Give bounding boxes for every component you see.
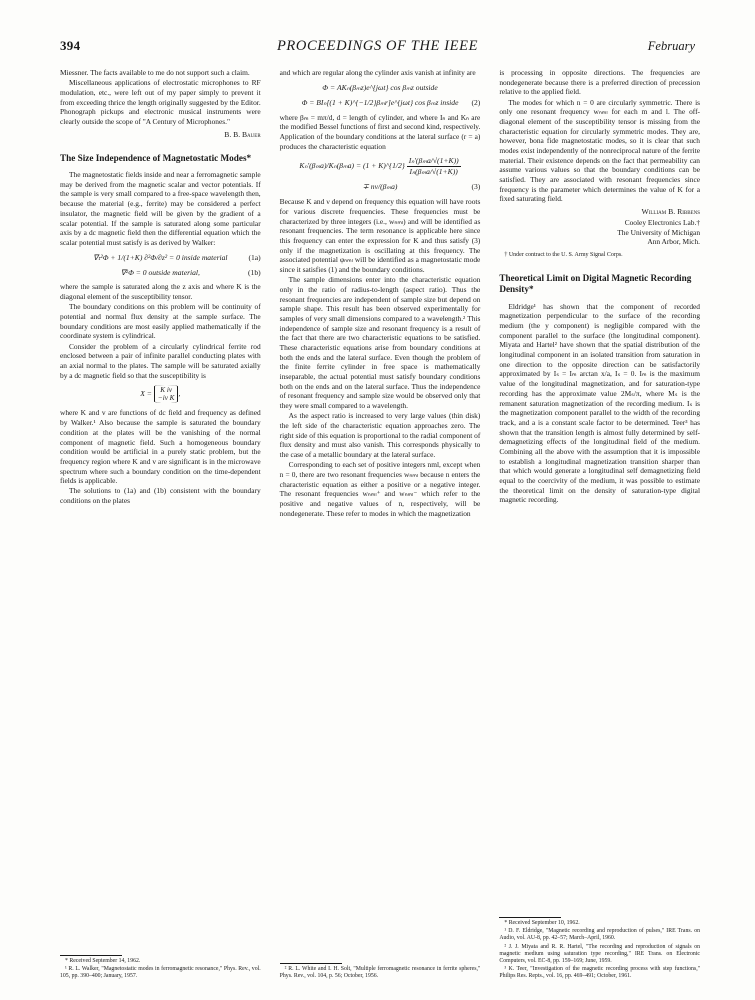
issue-month: February — [647, 39, 695, 53]
characteristic-equation-tail — [280, 182, 481, 192]
equation-matrix: X = K iν −iν K, — [140, 386, 181, 403]
equation-phi-inside — [280, 98, 481, 108]
journal-title: PROCEEDINGS OF THE IEEE — [276, 38, 479, 54]
article-columns — [60, 68, 700, 982]
paragraph: Consider the problem of a circularly cylindrical ferrite rod enclosed between a pair of infinite parallel conducting plates with an axial normal to the plates. The sample will be saturated axially by a dc magnetic field so that the susceptibility is — [60, 341, 261, 380]
equation-1b-number: (1b) — [248, 267, 261, 277]
footnote: * Received September 10, 1962. — [504, 919, 580, 926]
page-header — [60, 38, 695, 58]
contract-note: † Under contract to the U. S. Army Signal Corps. — [504, 252, 623, 259]
paragraph: Corresponding to each set of positive integers nml, except when n = 0, there are two resonant frequencies wₙₘₗ because n enters the characteristic equation as either a positive or a negative integer. The resonant frequencies wₙₘₗ⁺ and wₙₘₗ⁻ which refer to the positive and negative values of n, respectively, will be nondegenerate. These refer to modes in which the magnetization — [279, 460, 481, 518]
author-signature: B. B. Bauer — [224, 129, 261, 139]
page-number: 394 — [60, 38, 81, 53]
author-name: William B. Ribbens — [641, 207, 701, 217]
footnote: ² J. J. Miyata and R. R. Hartel, "The recording and reproduction of signals on magnetic medium using saturation type recording," IRE Trans. on Electronic Computers, vol. EC-8, pp. 159–169; June, 1959. — [499, 943, 701, 964]
susceptibility-matrix — [154, 385, 179, 403]
paragraph: The magnetostatic fields inside and near a ferromagnetic sample may be derived from the magnetic scalar and vector potentials. If the sample is very small compared to a free-space wavelength then, because the material (e.g., ferrite) may be considered a perfect insulator, the magnetic field will be given by the gradient of a scalar potential. If the sample is saturated along some particular axis by a dc magnetic field then the differential equation which the scalar potential must satisfy is as derived by Walker: — [60, 170, 261, 247]
fraction-numerator: Iₙ′(βₘa/√(1+K)) — [408, 156, 459, 166]
equation-1b-text: ∇²Φ = 0 outside material, — [120, 267, 200, 277]
paragraph: where K and v are functions of dc field and frequency as defined by Walker.¹ Also because the sample is saturated the boundary condition at the plates will be the vanishing of the normal component of magnetic field. Such a homogeneous boundary condition would be artificial in a purely static problem, but the frequency region where K and v are significant is in the microwave spectrum where such a boundary condition on the time-dependent fields is applicable. — [60, 408, 261, 486]
paragraph: The modes for which n = 0 are circularly symmetric. There is only one resonant frequency wₙₘₗ for each m and l. The off-diagonal element of the susceptibility tensor is missing from the characteristic equation for circularly symmetric modes. They are, however, bona fide magnetostatic modes, so it is clear that such modes exist independently of the nonreciprocal nature of the ferrite material. Their existence depends on the fact that permeability can assume various values so that the boundary conditions can be satisfied. They are associated with resonant frequencies since frequency is the parameter which determines the value of K for a fixed saturating field. — [499, 97, 701, 204]
paragraph: The solutions to (1a) and (1b) consistent with the boundary conditions on the plates — [60, 486, 261, 506]
matrix-row-2: −iν K — [157, 394, 175, 403]
characteristic-equation-fraction — [407, 156, 461, 177]
paragraph: and which are regular along the cylinder axis vanish at infinity are — [279, 68, 476, 77]
footnotes-middle — [280, 960, 481, 982]
equation-1a — [60, 253, 261, 263]
equation-1a-number: (1a) — [248, 252, 261, 262]
footnote: ² R. L. White and I. H. Solt, "Multiple ferromagnetic resonance in ferrite spheres," Phys. Rev., vol. 104, p. 56; October, 1956. — [279, 966, 481, 980]
footnote-rule — [280, 963, 342, 964]
footnotes-right — [499, 914, 700, 983]
column-middle — [280, 68, 481, 982]
paragraph: Eldridge¹ has shown that the component of recorded magnetization perpendicular to the surface of the recording medium (the y component) is negligible compared with the component parallel to the surface (the longitudinal component). Miyata and Hartel² have shown that the spatial distribution of the longitudinal component in an isolated transition from saturation in one direction to the opposite direction can be satisfactorily approximated by Iₛ = Iₘ arctan x/a, Iₛ = 0. Iₘ is the maximum value of the longitudinal magnetization, and for saturation-type recording has the approximate value 2Mₛ/π, where Mₛ is the remanent saturation magnetization of the recording medium. Iₛ is the magnetization component parallel to the width of the recording track, and a is a constant scale factor to be determined. Teer³ has shown that the transition length is almost fully determined by self-demagnetizing effects of the longitudinal field of the medium. Combining all the above with the assumption that it is impossible to establish a longitudinal magnetization transition sharper than that which would generate a longitudinal self demagnetizing field equal to the coercivity of the medium, it was possible to estimate the theoretical limit on the density of saturation-type digital magnetic recording. — [499, 301, 701, 505]
characteristic-equation-lhs: Kₙ′(βₘa)/Kₙ(βₘa) = (1 + K)^{1/2} — [299, 161, 405, 171]
paragraph: Miessner. The facts available to me do not support such a claim. — [60, 68, 250, 77]
footnotes-left — [60, 952, 261, 982]
footnote: ¹ D. F. Eldridge, "Magnetic recording and reproduction of pulses," IRE Trans. on Audio, vol. AU-8, pp. 42–57; March–April, 1960. — [499, 928, 701, 942]
equation-1b — [60, 268, 261, 278]
footnote-rule — [499, 917, 561, 918]
characteristic-equation-tail-text: ∓ nν/(βₘa) — [362, 182, 398, 192]
paragraph: Miscellaneous applications of electrostatic microphones to RF modulation, etc., were left out of my paper simply to prevent it from exceeding thrice the length originally suggested by the Editor. Phonograph pickups and electronic musical instruments were clearly outside the scope of "A Century of Microphones." — [60, 78, 261, 126]
equation-phi-inside-text: Φ = BIₙ[(1 + K)^{−1/2}βₘr]e^{jωt} cos βₘz inside — [301, 97, 459, 107]
paragraph: The sample dimensions enter into the characteristic equation only in the ratio of radius-to-length (aspect ratio). Thus the resonant frequencies are independent of sample size but depend on sample shape. This result has been observed experimentally for samples of very small dimensions compared to a wavelength.² This independence of sample size and resonant frequency is a result of the fact that there are two characteristic equations to be satisfied. These characteristic equations arise from boundary conditions at both the ends and the lateral surface. Even though the problem of the finite ferrite cylinder in free space is mathematically inseparable, the actual potential must satisfy boundary conditions both on the ends and on the lateral surface. Thus the independence of resonant frequency and sample size would be observed only that they were small compared to a wavelength. — [279, 275, 481, 411]
column-left — [60, 68, 261, 982]
author-affiliation: Cooley Electronics Lab.† — [624, 217, 701, 227]
footnote: ¹ R. L. Walker, "Magnetostatic modes in ferromagnetic resonance," Phys. Rev., vol. 105, pp. 390–400; January, 1957. — [60, 966, 261, 980]
column-right — [499, 68, 700, 982]
paragraph: Because K and ν depend on frequency this equation will have roots for various discrete frequencies. These frequencies must be characterized by three integers (i.e., wₙₘₗ) and will be identified as resonant frequencies. The term resonance is applicable here since this frequency can enter the expression for K and thus satisfy (3) only if the magnetization is oscillating at this frequency. The associated potential φₙₘₗ will be identified as a magnetostatic mode since it satisfies (1) and the boundary conditions. — [279, 197, 481, 274]
paragraph: where the sample is saturated along the z axis and where K is the diagonal element of the susceptibility tensor. — [60, 282, 261, 302]
author-affiliation: The University of Michigan — [617, 227, 701, 237]
paragraph: As the aspect ratio is increased to very large values (thin disk) the left side of the characteristic equation approaches zero. The right side of this equation is proportional to the radial component of flux density and must also vanish. This corresponds physically to the case of a metallic boundary at the lateral surface. — [279, 411, 481, 459]
section-title: Theoretical Limit on Digital Magnetic Recording Density* — [499, 272, 692, 295]
matrix-row-1: K iν — [160, 386, 173, 395]
equation-phi-outside-text: Φ = AKₙ(βₘz)e^{jωt} cos βₘz outside — [322, 82, 438, 92]
paragraph: is processing in opposite directions. The frequencies are nondegenerate because there is a preferred direction of precession relative to the applied field. — [499, 68, 701, 97]
footnote: ³ K. Teer, "Investigation of the magnetic recording process with step functions," Philips Res. Repts., vol. 16, pp. 469–491; October, 1961. — [499, 966, 701, 980]
equation-phi-outside — [280, 83, 481, 93]
equation-1a-text: ∇ₜ²Φ + 1/(1+K) ∂²Φ/∂z² = 0 inside material — [93, 252, 228, 262]
footnote: * Received September 14, 1962. — [65, 957, 141, 964]
equation-3-number: (3) — [471, 182, 481, 192]
footnote-rule — [60, 955, 122, 956]
fraction-denominator: Iₙ(βₘa/√(1+K)) — [409, 167, 458, 177]
author-affiliation: Ann Arbor, Mich. — [647, 237, 701, 247]
paragraph: where βₘ = mπ/d, d = length of cylinder, and where Iₙ and Kₙ are the modified Bessel functions of first and second kind, respectively. Application of the boundary conditions at the lateral surface (r = a) produces the characteristic equation — [279, 112, 481, 151]
paragraph: The boundary conditions on this problem will be continuity of potential and normal flux density at the sample surface. The boundary conditions are most easily applied mathematically if the coordinate system is cylindrical. — [60, 302, 261, 341]
characteristic-equation — [280, 156, 481, 177]
equation-2-number: (2) — [471, 97, 481, 107]
section-title: The Size Independence of Magnetostatic Modes* — [60, 152, 252, 163]
matrix-lhs: X = — [140, 389, 152, 399]
author-signature-block — [499, 207, 700, 247]
